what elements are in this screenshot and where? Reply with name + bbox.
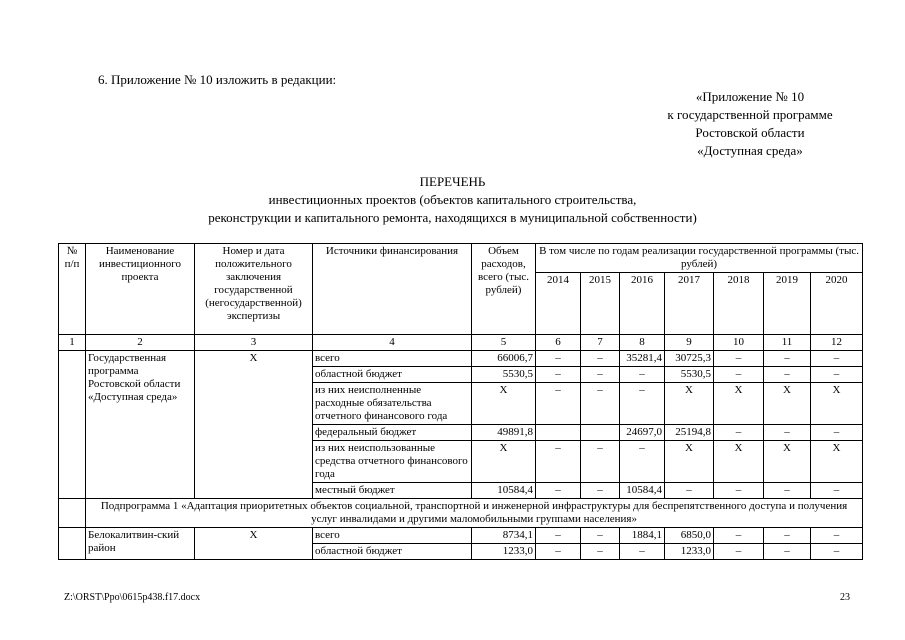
header-num: № п/п	[59, 244, 86, 335]
program-name: Государственная программа Ростовской области «Доступная среда»	[86, 351, 195, 499]
value-cell: –	[536, 483, 581, 499]
index-cell: 3	[195, 335, 313, 351]
value-cell: –	[714, 544, 764, 560]
program-num	[59, 351, 86, 499]
appendix-line-1: «Приложение № 10	[695, 89, 805, 104]
district-num	[59, 528, 86, 560]
value-cell: 10584,4	[620, 483, 665, 499]
value-cell: –	[536, 528, 581, 544]
value-cell: 66006,7	[472, 351, 536, 367]
value-cell: –	[764, 483, 811, 499]
value-cell: 8734,1	[472, 528, 536, 544]
value-cell: 49891,8	[472, 425, 536, 441]
value-cell: 30725,3	[665, 351, 714, 367]
header-year: 2017	[665, 273, 714, 335]
index-cell: 5	[472, 335, 536, 351]
source-cell: всего	[313, 528, 472, 544]
value-cell	[581, 425, 620, 441]
value-cell: –	[714, 528, 764, 544]
source-cell: федеральный бюджет	[313, 425, 472, 441]
index-cell: 7	[581, 335, 620, 351]
appendix-reference	[600, 88, 900, 160]
index-cell: 6	[536, 335, 581, 351]
value-cell: –	[536, 544, 581, 560]
intro-text: 6. Приложение № 10 изложить в редакции:	[98, 72, 337, 87]
value-cell: –	[764, 425, 811, 441]
value-cell: 5530,5	[665, 367, 714, 383]
value-cell: 1884,1	[620, 528, 665, 544]
header-years-group: В том числе по годам реализации государственной программы (тыс. рублей)	[536, 244, 863, 273]
index-cell: 8	[620, 335, 665, 351]
source-cell: из них неисполненные расходные обязательства отчетного финансового года	[313, 383, 472, 425]
index-cell: 10	[714, 335, 764, 351]
source-cell: областной бюджет	[313, 367, 472, 383]
title-heading: ПЕРЕЧЕНЬ	[419, 174, 486, 189]
header-sources: Источники финансирования	[313, 244, 472, 335]
index-cell: 4	[313, 335, 472, 351]
value-cell: –	[536, 367, 581, 383]
value-cell: –	[581, 383, 620, 425]
value-cell: –	[811, 544, 863, 560]
index-cell: 9	[665, 335, 714, 351]
value-cell: –	[536, 383, 581, 425]
value-cell: 6850,0	[665, 528, 714, 544]
value-cell: –	[581, 483, 620, 499]
document-title	[0, 173, 905, 227]
value-cell: –	[811, 528, 863, 544]
value-cell: X	[714, 441, 764, 483]
value-cell: X	[472, 383, 536, 425]
index-cell: 11	[764, 335, 811, 351]
footer-file-path: Z:\ORST\Ppo\0615p438.f17.docx	[64, 592, 201, 603]
value-cell: –	[811, 367, 863, 383]
index-cell: 12	[811, 335, 863, 351]
value-cell: –	[620, 441, 665, 483]
value-cell: 10584,4	[472, 483, 536, 499]
header-year: 2020	[811, 273, 863, 335]
value-cell: –	[714, 425, 764, 441]
value-cell: –	[620, 367, 665, 383]
footer-page-number: 23	[840, 592, 850, 603]
header-volume: Объем расходов, всего (тыс. рублей)	[472, 244, 536, 335]
header-expertise: Номер и дата положительного заключения государственной (негосударственной) экспертизы	[195, 244, 313, 335]
source-cell: местный бюджет	[313, 483, 472, 499]
value-cell: –	[714, 351, 764, 367]
value-cell: 1233,0	[665, 544, 714, 560]
value-cell: 1233,0	[472, 544, 536, 560]
value-cell: –	[811, 351, 863, 367]
appendix-line-3: Ростовской области	[695, 125, 805, 140]
value-cell: –	[714, 367, 764, 383]
value-cell: X	[811, 441, 863, 483]
program-expertise: X	[195, 351, 313, 499]
value-cell	[536, 425, 581, 441]
value-cell: –	[764, 528, 811, 544]
header-year: 2018	[714, 273, 764, 335]
source-cell: областной бюджет	[313, 544, 472, 560]
investment-projects-table	[58, 243, 863, 560]
district-expertise: X	[195, 528, 313, 560]
header-year: 2016	[620, 273, 665, 335]
value-cell: X	[665, 441, 714, 483]
value-cell: X	[472, 441, 536, 483]
header-year: 2015	[581, 273, 620, 335]
value-cell: –	[764, 544, 811, 560]
value-cell: –	[714, 483, 764, 499]
subprogram-num	[59, 499, 86, 528]
value-cell: X	[764, 383, 811, 425]
table-row	[59, 528, 863, 544]
value-cell: –	[620, 544, 665, 560]
value-cell: –	[764, 367, 811, 383]
value-cell: X	[811, 383, 863, 425]
table-row	[59, 351, 863, 367]
value-cell: –	[811, 425, 863, 441]
value-cell: –	[581, 351, 620, 367]
value-cell: –	[581, 528, 620, 544]
appendix-line-2: к государственной программе	[667, 107, 833, 122]
value-cell: –	[620, 383, 665, 425]
value-cell: –	[536, 351, 581, 367]
value-cell: –	[581, 367, 620, 383]
value-cell: X	[764, 441, 811, 483]
value-cell: X	[714, 383, 764, 425]
title-line-3: реконструкции и капитального ремонта, находящихся в муниципальной собственности)	[208, 210, 697, 225]
subprogram-title: Подпрограмма 1 «Адаптация приоритетных объектов социальной, транспортной и инженерной инфраструктуры для беспрепятственного доступа и получения услуг инвалидами и другими маломобильными группами населения»	[86, 499, 863, 528]
index-cell: 2	[86, 335, 195, 351]
value-cell: –	[665, 483, 714, 499]
index-row	[59, 335, 863, 351]
value-cell: –	[581, 441, 620, 483]
index-cell: 1	[59, 335, 86, 351]
title-line-2: инвестиционных проектов (объектов капитального строительства,	[268, 192, 637, 207]
value-cell: X	[665, 383, 714, 425]
value-cell: 25194,8	[665, 425, 714, 441]
header-year: 2014	[536, 273, 581, 335]
header-year: 2019	[764, 273, 811, 335]
subprogram-row	[59, 499, 863, 528]
value-cell: 35281,4	[620, 351, 665, 367]
source-cell: из них неиспользованные средства отчетного финансового года	[313, 441, 472, 483]
value-cell: 24697,0	[620, 425, 665, 441]
header-name: Наименование инвестиционного проекта	[86, 244, 195, 335]
appendix-line-4: «Доступная среда»	[697, 143, 803, 158]
value-cell: –	[581, 544, 620, 560]
header-row-1	[59, 244, 863, 273]
value-cell: –	[764, 351, 811, 367]
value-cell: 5530,5	[472, 367, 536, 383]
value-cell: –	[536, 441, 581, 483]
source-cell: всего	[313, 351, 472, 367]
district-name: Белокалитвин-ский район	[86, 528, 195, 560]
value-cell: –	[811, 483, 863, 499]
